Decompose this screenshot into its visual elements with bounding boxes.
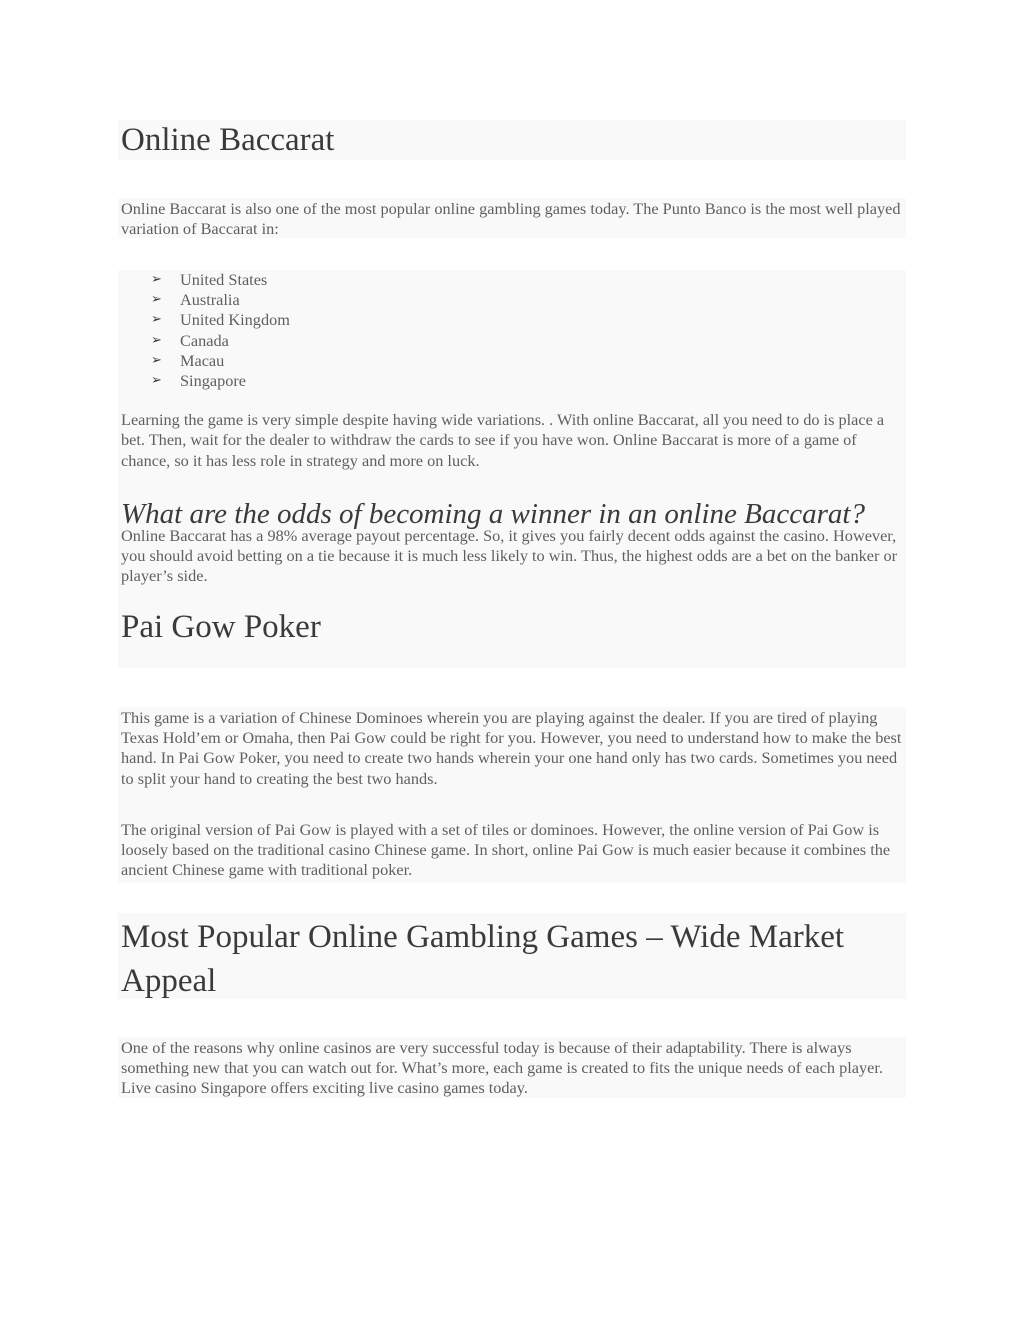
baccarat-heading-block <box>118 120 906 160</box>
baccarat-intro-block <box>118 198 906 238</box>
popular-heading-block <box>118 913 906 999</box>
pai-gow-title: Pai Gow Poker <box>121 609 321 646</box>
popular-title: Most Popular Online Gambling Games – Wide Market Appeal <box>121 919 845 999</box>
arrowhead-bullet-icon: ➢ <box>151 352 162 368</box>
arrowhead-bullet-icon: ➢ <box>151 332 162 348</box>
popular-text-block <box>118 1037 906 1098</box>
pai-gow-paragraph-2: The original version of Pai Gow is played with a set of tiles or dominoes. However, the online version of Pai Gow is loosely based on the traditional casino Chinese game. In short, online Pai Gow is much easier because it combines the ancient Chinese game with traditional poker. <box>121 819 891 880</box>
list-item: ➢ United States <box>151 270 268 289</box>
pai-gow-paragraph-1: This game is a variation of Chinese Dominoes wherein you are playing against the dealer. If you are tired of playing Texas Hold’em or Omaha, then Pai Gow could be right for you. However, you need to understand how to make the best hand. In Pai Gow Poker, you need to create two hands wherein your one hand only has two cards. Sometimes you need to split your hand to creating the best two hands. <box>121 708 902 788</box>
arrowhead-bullet-icon: ➢ <box>151 272 162 287</box>
arrowhead-bullet-icon: ➢ <box>151 292 162 308</box>
list-item: ➢ Singapore <box>151 371 247 391</box>
popular-paragraph: One of the reasons why online casinos are very successful today is because of their adaptability. There is always something new that you can watch out for. What’s more, each game is created to fits the unique needs of each player. Live casino Singapore offers exciting live casino games today. <box>121 1038 883 1098</box>
country-list <box>121 270 904 391</box>
arrowhead-bullet-icon: ➢ <box>151 312 162 328</box>
baccarat-learning-text: Learning the game is very simple despite having wide variations. . With online Baccarat, all you need to do is place a bet. Then, wait for the dealer to withdraw the cards to see if you have won. Online Baccarat is more of a game of chance, so it has less role in strategy and more on luck. <box>121 410 885 470</box>
list-item: ➢ Canada <box>151 330 229 350</box>
list-item: ➢ Macau <box>151 350 225 370</box>
baccarat-odds-text: Online Baccarat has a 98% average payout percentage. So, it gives you fairly decent odds against the casino. However, you should avoid betting on a tie because it is much less likely to win. Thus, the highest odds are a bet on the banker or player’s side. <box>121 525 898 586</box>
pai-gow-text-block <box>118 707 906 883</box>
baccarat-details-block <box>118 270 906 668</box>
arrowhead-bullet-icon: ➢ <box>151 373 162 389</box>
list-item: ➢ United Kingdom <box>151 310 290 330</box>
list-item: ➢ Australia <box>151 290 240 310</box>
baccarat-title: Online Baccarat <box>121 122 335 158</box>
baccarat-odds-heading: What are the odds of becoming a winner in an online Baccarat? <box>121 497 865 530</box>
baccarat-intro-text: Online Baccarat is also one of the most popular online gambling games today. The Punto Banco is the most well played variation of Baccarat in: <box>121 199 901 239</box>
